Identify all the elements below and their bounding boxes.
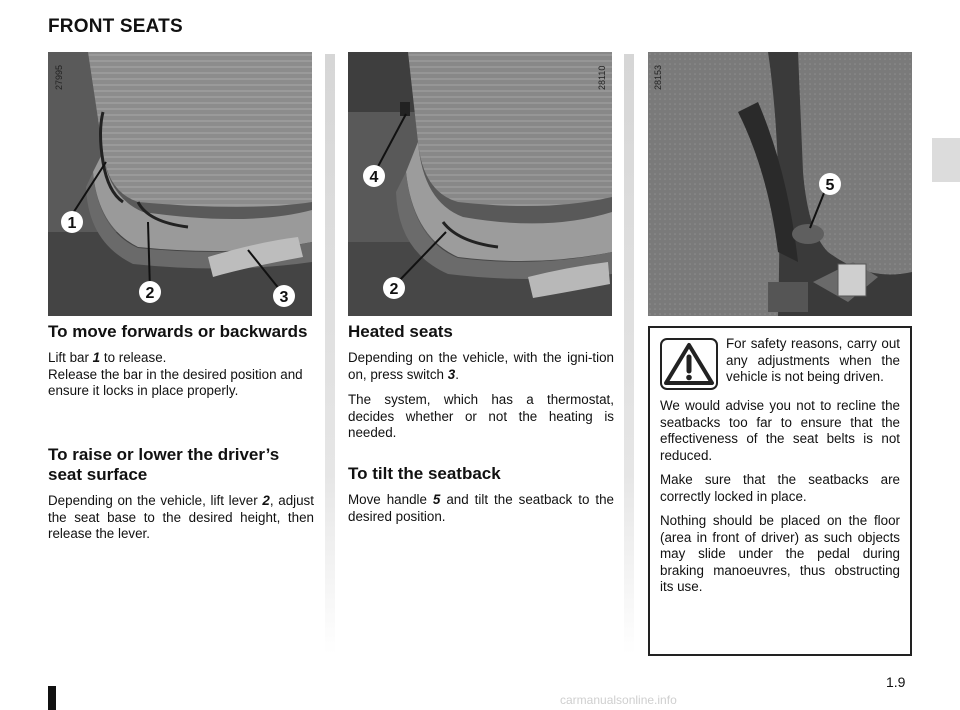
callout-label: 4: [369, 169, 379, 186]
page-number: 1.9: [886, 674, 906, 690]
text-run: Release the bar in the desired position and ensure it locks in place properly.: [48, 366, 303, 398]
section-heated-seats: [348, 322, 614, 451]
text-run: Lift bar: [48, 350, 93, 365]
text-run: , adjust the seat base to the desired height, then release the lever.: [48, 493, 314, 541]
reference-number: 3: [447, 366, 456, 382]
section-heading: To tilt the seatback: [348, 464, 501, 483]
section-tilt-seatback: [348, 464, 614, 534]
section-move-seat: [48, 322, 314, 409]
text-run: .: [455, 366, 459, 382]
callout-label: 2: [145, 285, 155, 302]
photo-seatback-handle: [648, 52, 912, 316]
section-paragraph: [348, 492, 614, 525]
corner-mark: [48, 686, 56, 710]
text-run: Move handle: [348, 492, 433, 507]
section-paragraph: The system, which has a thermostat, decides whether or not the heating is needed.: [348, 392, 614, 440]
chapter-tab: [932, 138, 960, 182]
section-paragraph: [48, 493, 314, 543]
page-title: FRONT SEATS: [48, 16, 183, 37]
reference-number: 2: [262, 493, 270, 508]
warning-header: [660, 336, 900, 390]
section-paragraph: [48, 350, 314, 400]
warning-paragraph: We would advise you not to recline the seatbacks too far to ensure that the effectiveness of the seat belts is not reduced.: [660, 398, 900, 463]
column-divider: [325, 54, 335, 654]
section-heading: To move forwards or backwards: [48, 322, 308, 341]
callout-label: 3: [279, 289, 289, 306]
callout-label: 1: [67, 215, 77, 232]
callout-label: 5: [825, 177, 835, 194]
text-run: Depending on the vehicle, with the igni-tion on, press switch: [348, 350, 614, 382]
watermark: carmanualsonline.info: [560, 693, 677, 707]
photo-ref-number: 28110: [597, 65, 607, 90]
callout-label: 2: [389, 281, 399, 298]
reference-number: 1: [92, 350, 101, 365]
photo-ref-number: 28153: [653, 64, 663, 90]
warning-triangle-icon: [660, 338, 718, 390]
safety-warning-box: [648, 326, 912, 656]
section-raise-seat: [48, 445, 314, 552]
warning-paragraph: Make sure that the seatbacks are correctly locked in place.: [660, 472, 900, 504]
section-heading: Heated seats: [348, 322, 453, 341]
warning-paragraph: Nothing should be placed on the floor (area in front of driver) as such objects may slide under the pedal during braking manoeuvres, thus obstructing its use.: [660, 513, 900, 594]
text-run: Depending on the vehicle, lift lever: [48, 493, 263, 508]
warning-intro: For safety reasons, carry out any adjustments when the vehicle is not being driven.: [726, 336, 900, 384]
column-divider: [624, 54, 634, 654]
photo-ref-number: 27995: [54, 64, 64, 90]
text-run: to release.: [100, 350, 167, 365]
text-run: and tilt the seatback to the desired position.: [348, 492, 614, 524]
reference-number: 5: [432, 492, 441, 507]
section-heading: To raise or lower the driver’s seat surface: [48, 445, 280, 484]
photo-seat-heater-switch: [348, 52, 612, 316]
photo-seat-adjust-bar: [48, 52, 312, 316]
section-paragraph: [348, 350, 614, 383]
